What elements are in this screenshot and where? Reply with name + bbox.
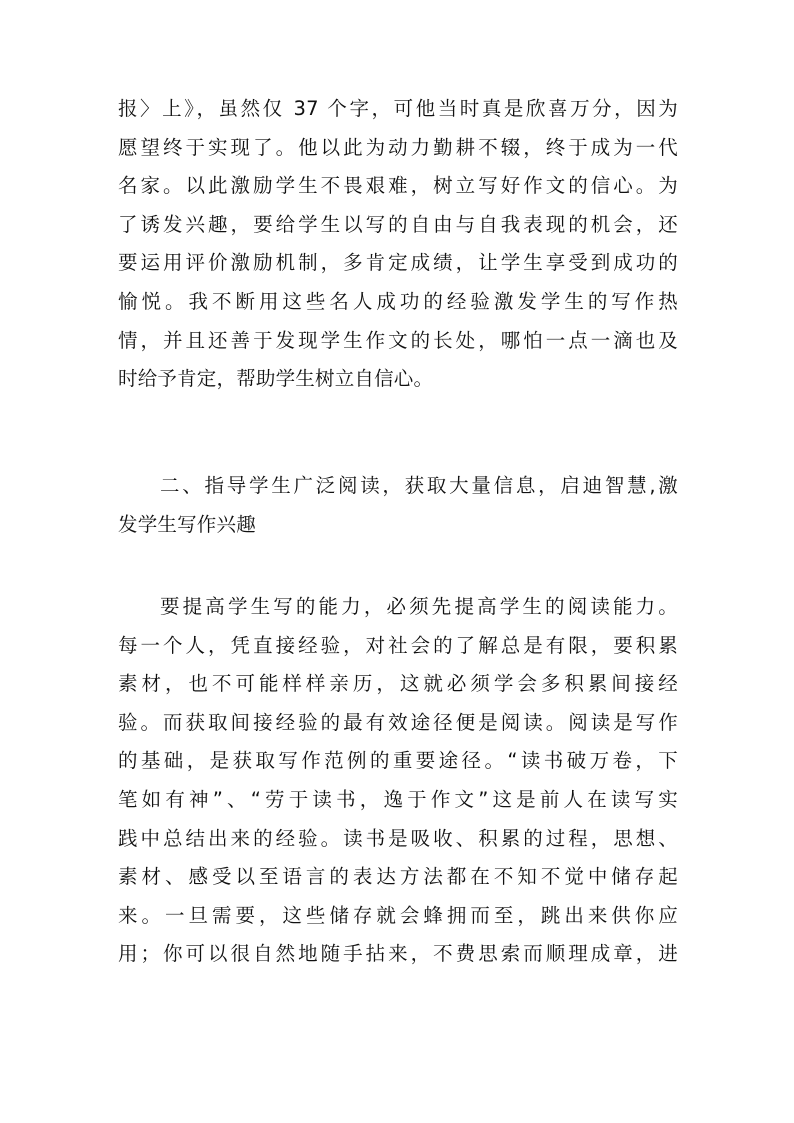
paragraph-line: 要提高学生写的能力，必须先提高学生的阅读能力。 <box>160 595 678 618</box>
paragraph-line: 愉悦。我不断用这些名人成功的经验激发学生的写作热 <box>118 289 678 313</box>
paragraph-line: 了诱发兴趣，要给学生以写的自由与自我表现的机会，还 <box>118 212 678 236</box>
paragraph-line: 要运用评价激励机制，多肯定成绩，让学生享受到成功的 <box>118 251 678 275</box>
section-heading <box>118 467 678 544</box>
paragraph-line: 来。一旦需要，这些储存就会蜂拥而至，跳出来供你应 <box>118 903 678 927</box>
paragraph-line: 笔如有神”、“劳于读书，逸于作文”这是前人在读写实 <box>118 787 678 811</box>
paragraph-line: 践中总结出来的经验。读书是吸收、积累的过程，思想、 <box>118 826 678 850</box>
paragraph-line: 用；你可以很自然地随手拈来，不费思索而顺理成章，进 <box>118 942 678 966</box>
paragraph-reading <box>118 588 678 974</box>
paragraph-line: 素材、感受以至语言的表达方法都在不知不觉中储存起 <box>118 865 678 889</box>
paragraph-encouragement <box>118 90 678 399</box>
paragraph-line: 愿望终于实现了。他以此为动力勤耕不辍，终于成为一代 <box>118 135 678 159</box>
heading-line: 发学生写作兴趣 <box>118 512 256 536</box>
paragraph-line: 的基础，是获取写作范例的重要途径。“读书破万卷，下 <box>118 749 678 773</box>
paragraph-line: 名家。以此激励学生不畏艰难，树立写好作文的信心。为 <box>118 174 678 198</box>
paragraph-line: 报〉上》，虽然仅 37 个字，可他当时真是欣喜万分，因为 <box>118 97 678 120</box>
paragraph-line: 每一个人，凭直接经验，对社会的了解总是有限，要积累 <box>118 633 678 657</box>
paragraph-line: 素材，也不可能样样亲历，这就必须学会多积累间接经 <box>118 672 678 696</box>
paragraph-line: 时给予肯定，帮助学生树立自信心。 <box>118 367 434 391</box>
heading-line: 二、指导学生广泛阅读，获取大量信息，启迪智慧,激 <box>160 474 678 497</box>
paragraph-line: 情，并且还善于发现学生作文的长处，哪怕一点一滴也及 <box>118 328 678 352</box>
paragraph-line: 验。而获取间接经验的最有效途径便是阅读。阅读是写作 <box>118 710 678 734</box>
